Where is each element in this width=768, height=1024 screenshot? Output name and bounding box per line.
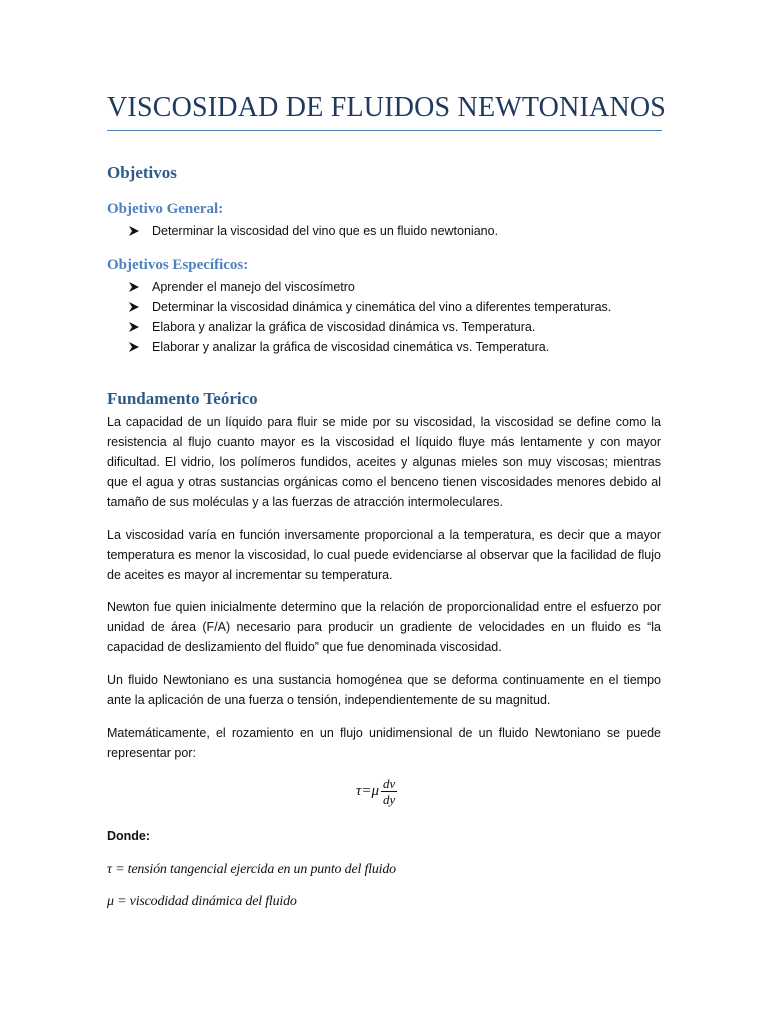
donde-label: Donde: <box>107 829 151 843</box>
objetivos-especificos-list <box>129 277 669 357</box>
formula-mu: μ <box>371 783 380 799</box>
list-item <box>129 337 669 357</box>
document-title: VISCOSIDAD DE FLUIDOS NEWTONIANOS <box>107 92 667 123</box>
list-item-text: Elabora y analizar la gráfica de viscosidad dinámica vs. Temperatura. <box>152 320 536 334</box>
arrow-bullet-icon <box>129 226 139 236</box>
paragraph: La viscosidad varía en función inversamente proporcional a la temperatura, es decir que a mayor temperatura es menor la viscosidad, lo cual puede evidenciarse al observar que la facilidad de flujo de aceites es mayor al incrementar su temperatura. <box>107 528 661 582</box>
paragraph: La capacidad de un líquido para fluir se mide por su viscosidad, la viscosidad se define como la resistencia al flujo cuanto mayor es la viscosidad el líquido fluye más lentamente y con mayor dificultad. El vidrio, los polímeros fundidos, aceites y algunas mieles son muy viscosas; mientras que el agua y otras sustancias orgánicas como el benceno tienen viscosidades menores debido al tamaño de sus moléculas y a las fuerzas de atracción intermoleculares. <box>107 415 661 509</box>
formula-tau: τ <box>356 783 362 799</box>
list-item <box>129 317 669 337</box>
arrow-bullet-icon <box>129 322 139 332</box>
formula-fraction <box>381 776 397 807</box>
definition-mu: μ = viscodidad dinámica del fluido <box>107 894 297 909</box>
heading-objetivo-general: Objetivo General: <box>107 201 224 217</box>
formula-denominator: dy <box>383 792 396 807</box>
heading-objetivos: Objetivos <box>107 163 177 182</box>
list-item <box>129 297 669 317</box>
arrow-bullet-icon <box>129 342 139 352</box>
newton-viscosity-formula <box>356 776 397 807</box>
title-underline <box>107 130 662 131</box>
heading-objetivos-especificos: Objetivos Específicos: <box>107 257 249 273</box>
paragraph: Newton fue quien inicialmente determino que la relación de proporcionalidad entre el esfuerzo por unidad de área (F/A) necesario para producir un gradiente de velocidades en un fluido es “la capacidad de deslizamiento del fluido” que fue denominada viscosidad. <box>107 600 661 654</box>
list-item-text: Elaborar y analizar la gráfica de viscosidad cinemática vs. Temperatura. <box>152 340 550 354</box>
list-item-text: Aprender el manejo del viscosímetro <box>152 280 355 294</box>
definition-tau: τ = tensión tangencial ejercida en un punto del fluido <box>107 862 396 877</box>
list-item-text: Determinar la viscosidad del vino que es un fluido newtoniano. <box>152 224 499 238</box>
objetivo-general-list <box>129 221 669 241</box>
arrow-bullet-icon <box>129 302 139 312</box>
list-item-text: Determinar la viscosidad dinámica y cinemática del vino a diferentes temperaturas. <box>152 300 612 314</box>
list-item <box>129 277 669 297</box>
paragraph: Matemáticamente, el rozamiento en un flujo unidimensional de un fluido Newtoniano se puede representar por: <box>107 726 661 760</box>
paragraph: Un fluido Newtoniano es una sustancia homogénea que se deforma continuamente en el tiempo ante la aplicación de una fuerza o tensión, independientemente de su magnitud. <box>107 673 661 707</box>
arrow-bullet-icon <box>129 282 139 292</box>
formula-numerator: dv <box>383 776 396 791</box>
formula-equals: = <box>361 783 372 799</box>
list-item <box>129 221 669 241</box>
heading-fundamento-teorico: Fundamento Teórico <box>107 389 258 408</box>
